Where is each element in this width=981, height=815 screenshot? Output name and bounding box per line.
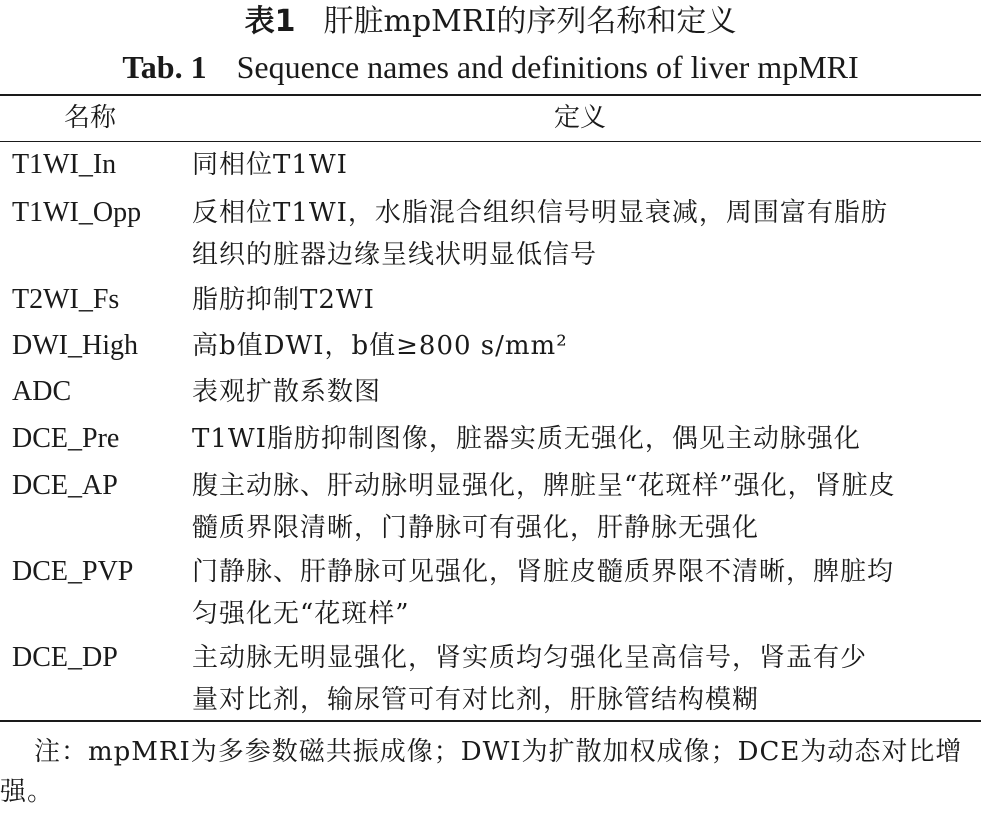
definition-line: 腹主动脉、肝动脉明显强化，脾脏呈“花斑样”强化，肾脏皮 <box>192 471 896 501</box>
table-top-rule <box>0 94 981 96</box>
sequence-name: DCE_PVP <box>12 556 134 587</box>
sequence-definition <box>192 637 972 721</box>
sequence-definition <box>192 465 972 549</box>
definition-line: 量对比剂，输尿管可有对比剂，肝脉管结构模糊 <box>192 685 760 715</box>
caption-cn-title: 肝脏mpMRI的序列名称和定义 <box>323 4 737 39</box>
caption-cn-label: 表1 <box>244 4 296 39</box>
definition-line: 反相位T1WI，水脂混合组织信号明显衰减，周围富有脂肪 <box>192 198 888 228</box>
table-header-rule <box>0 141 981 142</box>
table-footnote: 注：mpMRI为多参数磁共振成像；DWI为扩散加权成像；DCE为动态对比增强。 <box>0 737 963 807</box>
header-name: 名称 <box>63 103 116 133</box>
sequence-definition <box>192 144 972 186</box>
definition-line: 同相位T1WI <box>192 150 348 180</box>
sequence-definition <box>192 418 972 460</box>
sequence-name: T2WI_Fs <box>12 284 120 315</box>
definition-line: 高b值DWI，b值≥800 s/mm² <box>192 331 568 361</box>
sequence-definition <box>192 551 972 635</box>
sequence-name: T1WI_Opp <box>12 197 142 228</box>
definition-line: 门静脉、肝静脉可见强化，肾脏皮髓质界限不清晰，脾脏均 <box>192 557 895 587</box>
table-caption-cn <box>0 2 981 42</box>
definition-line: 表观扩散系数图 <box>192 377 382 407</box>
sequence-name: DCE_Pre <box>12 423 120 454</box>
table-bottom-rule <box>0 720 981 722</box>
sequence-name: DCE_AP <box>12 470 118 501</box>
sequence-name: DWI_High <box>12 330 138 361</box>
definition-line: 脂肪抑制T2WI <box>192 285 375 315</box>
definition-line: 髓质界限清晰，门静脉可有强化，肝静脉无强化 <box>192 513 760 543</box>
definition-line: T1WI脂肪抑制图像，脏器实质无强化，偶见主动脉强化 <box>192 424 861 454</box>
sequence-definition <box>192 371 972 413</box>
definition-line: 匀强化无“花斑样” <box>192 599 410 629</box>
definition-line: 组织的脏器边缘呈线状明显低信号 <box>192 240 598 270</box>
sequence-definition <box>192 192 972 276</box>
sequence-name: ADC <box>12 376 72 407</box>
header-definition: 定义 <box>553 103 606 133</box>
caption-en-label: Tab. 1 <box>122 49 207 85</box>
definition-line: 主动脉无明显强化，肾实质均匀强化呈高信号，肾盂有少 <box>192 643 868 673</box>
sequence-definition <box>192 279 972 321</box>
sequence-name: T1WI_In <box>12 149 117 180</box>
sequence-name: DCE_DP <box>12 642 118 673</box>
table-caption-en <box>0 47 981 87</box>
caption-en-title: Sequence names and definitions of liver mpMRI <box>236 49 859 85</box>
sequence-definition <box>192 325 972 367</box>
